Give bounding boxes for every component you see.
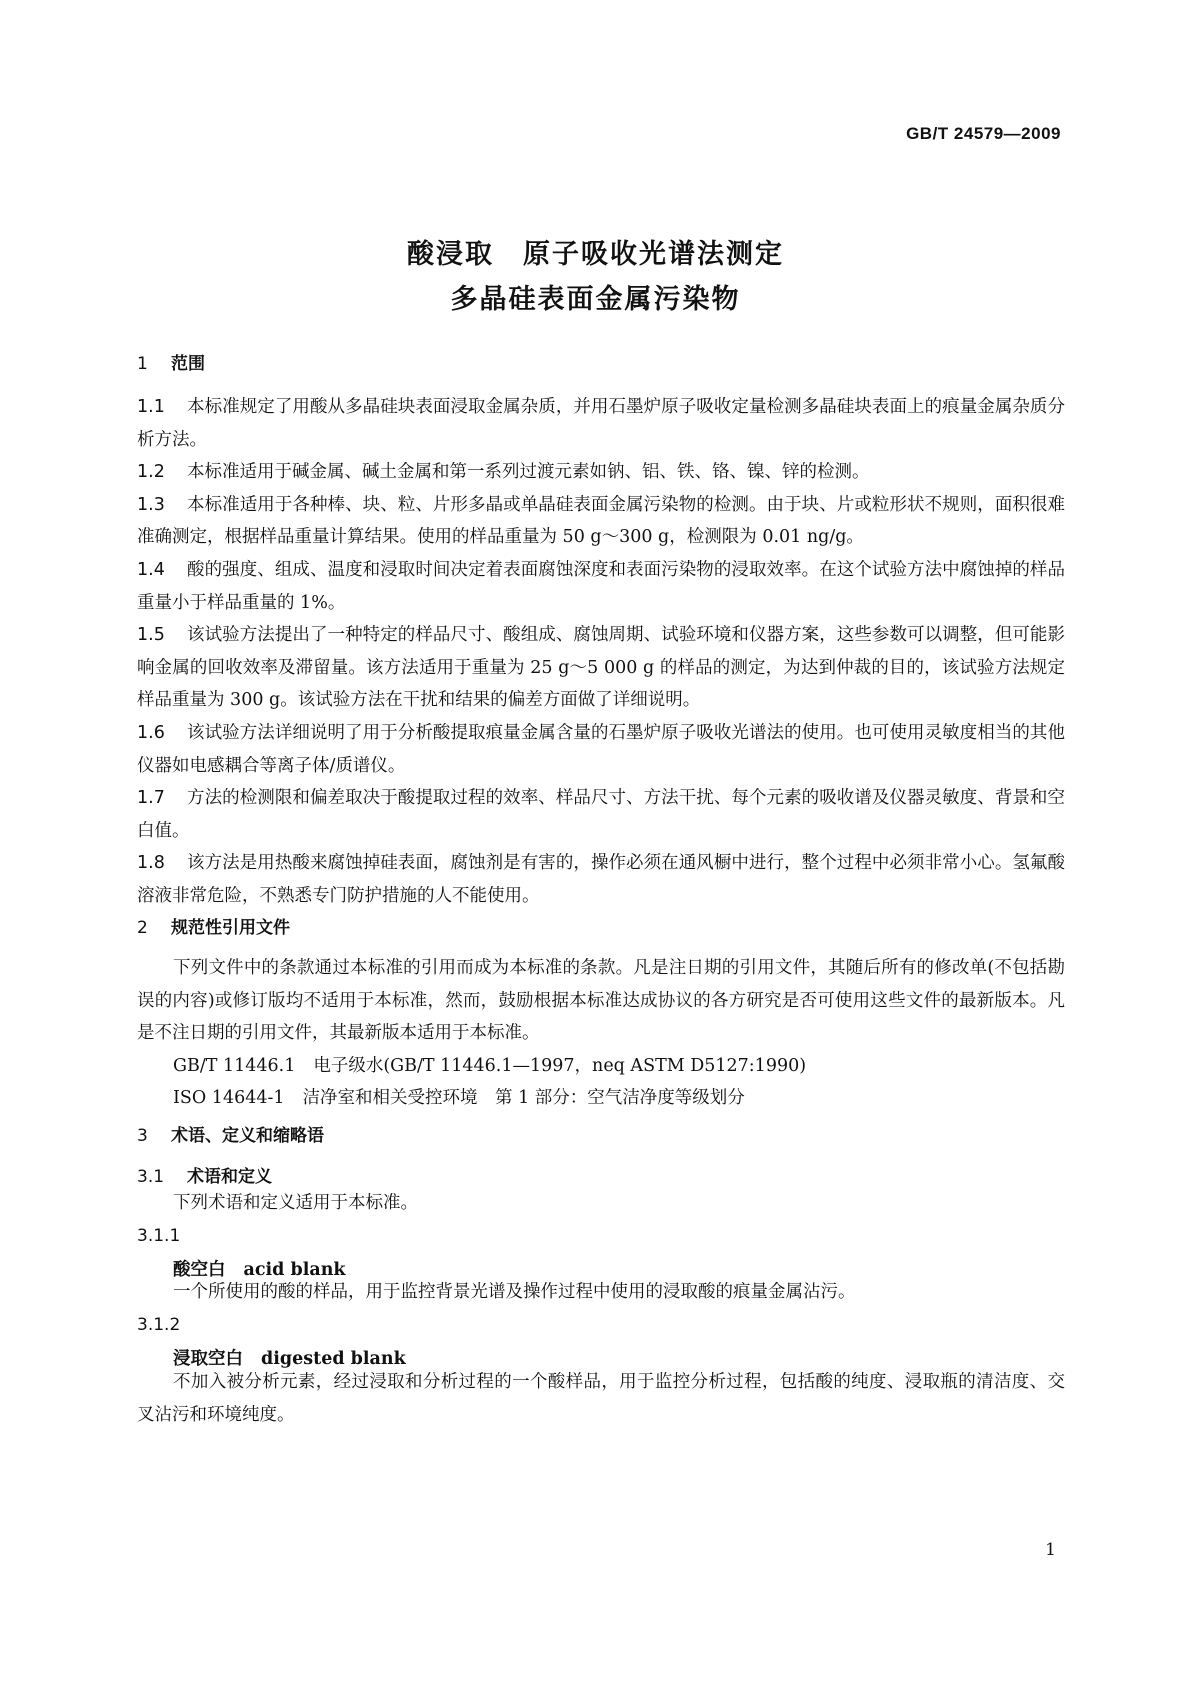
section-2-body [137,952,1065,1115]
term-3-1-2-definition: 不加入被分析元素，经过浸取和分析过程的一个酸样品，用于监控分析过程，包括酸的纯度、浸取瓶的清洁度、交叉沾污和环境纯度。 [137,1372,1065,1425]
reference-item: ISO 14644-1 洁净室和相关受控环境 第 1 部分：空气洁净度等级划分 [173,1088,745,1109]
section-3-heading [137,1121,1065,1146]
document-title-line-2: 多晶硅表面金属污染物 [450,284,741,315]
section-title: 术语、定义和缩略语 [171,1126,324,1146]
section-number: 2 [137,918,148,938]
section-number: 3 [137,1126,148,1146]
reference-item: GB/T 11446.1 电子级水(GB/T 11446.1—1997，neq ASTM D5127:1990) [173,1055,807,1076]
standard-code: GB/T 24579—2009 [906,124,1061,143]
normative-references-intro: 下列文件中的条款通过本标准的引用而成为本标准的条款。凡是注日期的引用文件，其随后所有的修改单(不包括勘误的内容)或修订版均不适用于本标准，然而，鼓励根据本标准达成协议的各方研究是否可使用这些文件的最新版本。凡是不注日期的引用文件，其最新版本适用于本标准。 [137,958,1065,1044]
section-1-body [137,391,1065,913]
clause-1-4: 1.4 酸的强度、组成、温度和浸取时间决定着表面腐蚀深度和表面污染物的浸取效率。在这个试验方法中腐蚀掉的样品重量小于样品重量的 1%。 [137,559,1065,613]
term-3-1-1-number: 3.1.1 [137,1226,181,1246]
section-1-heading [137,349,1065,374]
term-3-1-2-number: 3.1.2 [137,1315,181,1335]
section-3-1-body [137,1187,1065,1220]
subsection-number: 3.1 [137,1167,165,1187]
clause-1-5: 1.5 该试验方法提出了一种特定的样品尺寸、酸组成、腐蚀周期、试验环境和仪器方案，这些参数可以调整，但可能影响金属的回收效率及滞留量。该方法适用于重量为 25 g～5 000 g 的样品的测定，为达到仲裁的目的，该试验方法规定样品重量为 300 g。该试验方法在干扰和结果的偏差方面做了详细说明。 [137,625,1065,711]
section-title: 范围 [171,354,205,374]
term-3-1-1-definition: 一个所使用的酸的样品，用于监控背景光谱及操作过程中使用的浸取酸的痕量金属沾污。 [173,1282,856,1302]
clause-1-2: 1.2 本标准适用于碱金属、碱土金属和第一系列过渡元素如钠、铝、铁、铬、镍、锌的检测。 [137,462,870,483]
subsection-title: 术语和定义 [187,1167,272,1187]
section-2-heading [137,913,1065,938]
clause-1-8: 1.8 该方法是用热酸来腐蚀掉硅表面，腐蚀剂是有害的，操作必须在通风橱中进行，整个过程中必须非常小心。氢氟酸溶液非常危险，不熟悉专门防护措施的人不能使用。 [137,853,1065,906]
section-title: 规范性引用文件 [171,918,290,938]
clause-1-3: 1.3 本标准适用于各种棒、块、粒、片形多晶或单晶硅表面金属污染物的检测。由于块、片或粒形状不规则，面积很难准确测定，根据样品重量计算结果。使用的样品重量为 50 g～300 g，检测限为 0.01 ng/g。 [137,494,1065,548]
clause-1-6: 1.6 该试验方法详细说明了用于分析酸提取痕量金属含量的石墨炉原子吸收光谱法的使用。也可使用灵敏度相当的其他仪器如电感耦合等离子体/质谱仪。 [137,722,1065,776]
terms-intro: 下列术语和定义适用于本标准。 [173,1193,418,1213]
clause-1-7: 1.7 方法的检测限和偏差取决于酸提取过程的效率、样品尺寸、方法干扰、每个元素的吸收谱及仪器灵敏度、背景和空白值。 [137,788,1065,841]
section-number: 1 [137,354,148,374]
clause-1-1: 1.1 本标准规定了用酸从多晶硅块表面浸取金属杂质，并用石墨炉原子吸收定量检测多晶硅块表面上的痕量金属杂质分析方法。 [137,397,1065,450]
term-3-1-1: 酸空白 acid blank [173,1260,346,1280]
document-title-line-1: 酸浸取 原子吸收光谱法测定 [407,239,784,270]
term-3-1-2: 浸取空白 digested blank [173,1349,406,1369]
section-3-1-heading [137,1162,1065,1187]
page-number: 1 [1045,1540,1056,1560]
